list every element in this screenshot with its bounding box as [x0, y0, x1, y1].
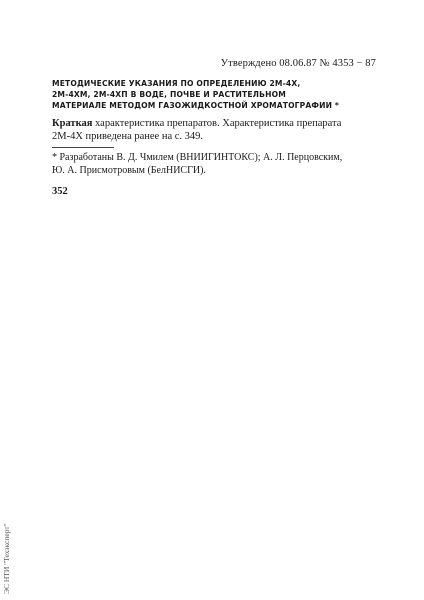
intro-lead: Краткая: [52, 118, 93, 129]
intro-line-1-rest: характеристика препаратов. Характеристика препарата: [92, 118, 342, 129]
intro-line-2: 2М-4Х приведена ранее на с. 349.: [52, 131, 204, 142]
title-line-2: 2М-4ХМ, 2М-4ХП В ВОДЕ, ПОЧВЕ И РАСТИТЕЛЬНОМ: [52, 90, 286, 99]
intro-paragraph: [52, 117, 378, 143]
page-number: 352: [52, 186, 68, 197]
footnote: [52, 151, 382, 177]
side-stamp: ЭС НТИ "Техэксперт": [2, 523, 11, 594]
approval-line: Утверждено 08.06.87 № 4353 − 87: [220, 58, 376, 69]
footnote-rule: [52, 147, 114, 148]
footnote-line-2: Ю. А. Присмотровым (БелНИСГИ).: [52, 165, 206, 176]
document-title: [52, 78, 382, 111]
title-line-1: МЕТОДИЧЕСКИЕ УКАЗАНИЯ ПО ОПРЕДЕЛЕНИЮ 2М-4Х,: [52, 79, 301, 88]
title-line-3: МАТЕРИАЛЕ МЕТОДОМ ГАЗОЖИДКОСТНОЙ ХРОМАТОГРАФИИ *: [52, 101, 340, 110]
footnote-line-1: * Разработаны В. Д. Чмилем (ВНИИГИНТОКС); А. Л. Перцовским,: [52, 152, 343, 163]
intro-line-1: [52, 117, 378, 130]
